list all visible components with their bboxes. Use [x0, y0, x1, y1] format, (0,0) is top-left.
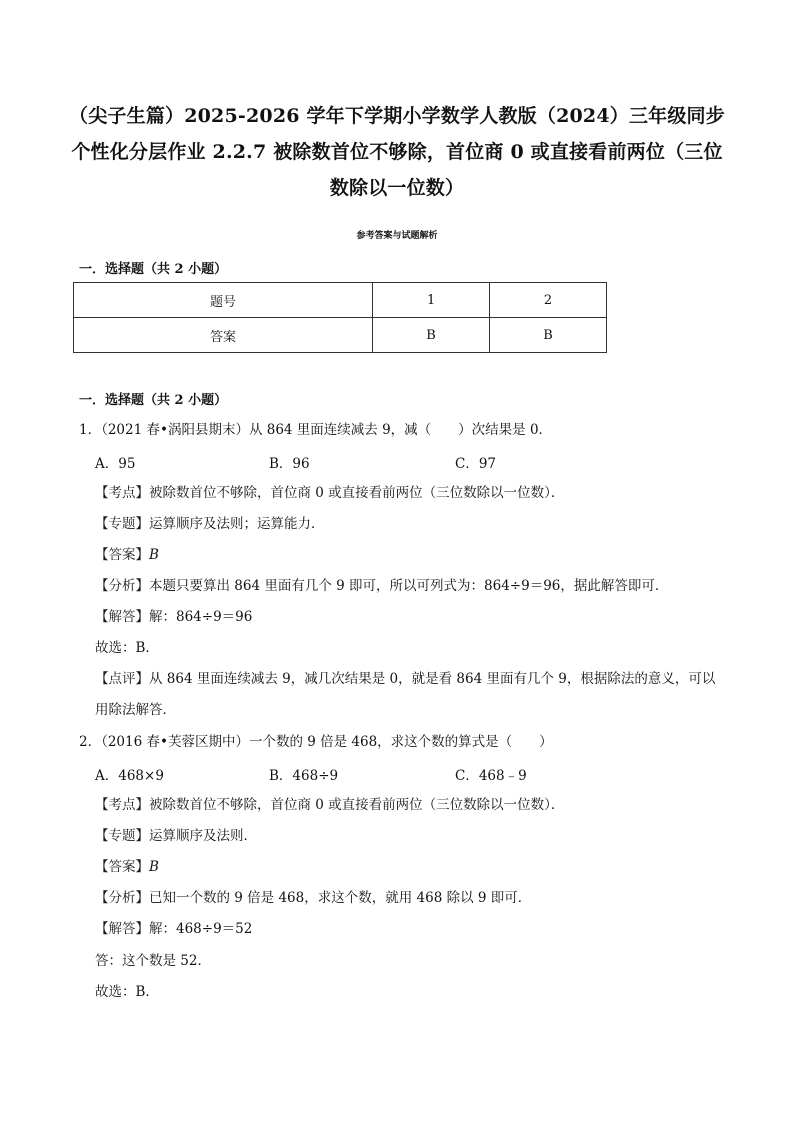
q1-fenxi	[95, 576, 668, 596]
table-cell: 2	[490, 283, 607, 318]
table-cell: 题号	[74, 283, 373, 318]
q1-dianping	[95, 664, 720, 726]
q2-jieda	[95, 919, 252, 939]
q1-guxuan: 故选：B．	[95, 640, 159, 656]
dianping-tag: 【点评】	[95, 671, 149, 687]
q2-zhuanti	[95, 826, 257, 846]
jieda-tag: 【解答】	[95, 921, 149, 937]
option-a: A．468×9	[95, 768, 164, 784]
jieda-text: 解：468÷9＝52	[149, 921, 253, 937]
zhuanti-tag: 【专题】	[95, 828, 149, 844]
fenxi-text: 本题只要算出 864 里面有几个 9 即可，所以可列式为：864÷9＝96，据此解答即可．	[149, 578, 669, 594]
q2-daan	[95, 857, 159, 877]
question-2-stem: 2．（2016 春•芙蓉区期中）一个数的 9 倍是 468，求这个数的算式是（ ）	[79, 734, 553, 750]
zhuanti-tag: 【专题】	[95, 516, 149, 532]
kaodian-text: 被除数首位不够除，首位商 0 或直接看前两位（三位数除以一位数）．	[149, 797, 565, 813]
option-b: B．96	[269, 456, 310, 472]
option-a: A．95	[95, 456, 136, 472]
kaodian-tag: 【考点】	[95, 797, 149, 813]
q2-fenxi	[95, 888, 531, 908]
q1-daan	[95, 545, 159, 565]
jieda-text: 解：864÷9＝96	[149, 609, 253, 625]
daan-text: B	[149, 859, 159, 875]
option-c: C．468﹣9	[455, 768, 527, 784]
jieda-tag: 【解答】	[95, 609, 149, 625]
q2-kaodian	[95, 795, 564, 815]
table-cell: 1	[373, 283, 490, 318]
fenxi-tag: 【分析】	[95, 578, 149, 594]
daan-tag: 【答案】	[95, 859, 149, 875]
fenxi-text: 已知一个数的 9 倍是 468，求这个数，就用 468 除以 9 即可．	[149, 890, 532, 906]
document-title	[60, 98, 734, 206]
daan-tag: 【答案】	[95, 547, 149, 563]
q1-jieda	[95, 607, 252, 627]
answer-key-subtitle: 参考答案与试题解析	[356, 231, 438, 241]
dianping-text: 从 864 里面连续减去 9，减几次结果是 0，就是看 864 里面有几个 9，根据除法的意义，可以用除法解答．	[95, 671, 716, 718]
section-heading-detail: 一．选择题（共 2 小题）	[79, 393, 228, 408]
q1-kaodian	[95, 483, 564, 503]
table-cell: B	[490, 318, 607, 353]
table-cell: B	[373, 318, 490, 353]
table-row	[74, 318, 607, 353]
q2-guxuan: 故选：B．	[95, 984, 159, 1000]
kaodian-text: 被除数首位不够除，首位商 0 或直接看前两位（三位数除以一位数）．	[149, 485, 565, 501]
section-heading-summary: 一．选择题（共 2 小题）	[79, 262, 228, 277]
title-line-1: （尖子生篇）2025-2026 学年下学期小学数学人教版（2024）三年级同步	[69, 105, 725, 127]
option-b: B．468÷9	[269, 768, 339, 784]
title-line-2: 个性化分层作业 2.2.7 被除数首位不够除，首位商 0 或直接看前两位（三位	[71, 141, 723, 163]
daan-text: B	[149, 547, 159, 563]
zhuanti-text: 运算顺序及法则；运算能力．	[149, 516, 325, 532]
q2-da: 答：这个数是 52．	[95, 953, 211, 969]
question-1-stem: 1．（2021 春•涡阳县期末）从 864 里面连续减去 9，减（ ）次结果是 0．	[79, 422, 553, 438]
zhuanti-text: 运算顺序及法则．	[149, 828, 257, 844]
table-cell: 答案	[74, 318, 373, 353]
table-row	[74, 283, 607, 318]
answer-table	[73, 282, 607, 353]
title-line-3: 数除以一位数）	[329, 177, 465, 199]
q1-zhuanti	[95, 514, 325, 534]
kaodian-tag: 【考点】	[95, 485, 149, 501]
option-c: C．97	[455, 456, 497, 472]
fenxi-tag: 【分析】	[95, 890, 149, 906]
